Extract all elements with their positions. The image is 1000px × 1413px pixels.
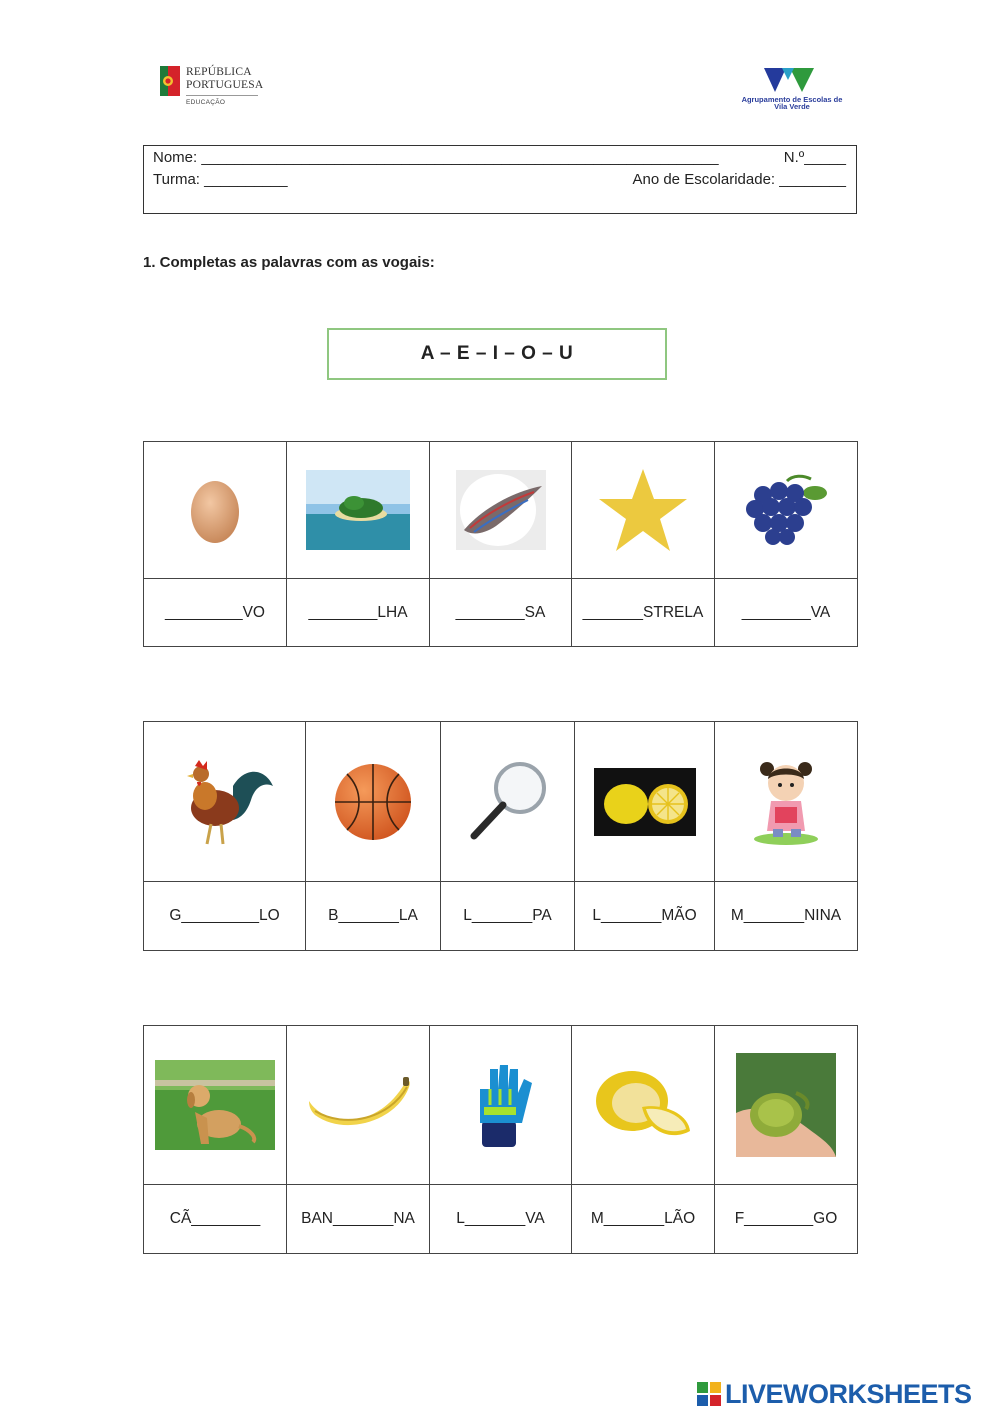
agrupamento-logo [732,66,852,114]
egg-icon [185,475,245,545]
word-blank[interactable]: ________LHA [287,579,430,647]
word-blank[interactable]: CÃ________ [144,1185,287,1254]
word-blank[interactable]: G_________LO [144,882,306,951]
agrupamento-line-1: Agrupamento de Escolas de [741,95,843,104]
liveworksheets-logo-icon [697,1382,721,1406]
banana-icon [305,1075,411,1135]
word-blank[interactable]: _______STRELA [572,579,715,647]
picture-cell [287,442,430,579]
picture-cell [144,442,287,579]
picture-cell [715,722,858,882]
brand-text: LIVEWORKSHEETS [725,1379,972,1409]
word-blank[interactable]: BAN_______NA [287,1185,430,1254]
identification-box [143,145,857,214]
island-icon [306,470,410,550]
picture-cell [575,722,715,882]
word-blank[interactable]: L_______MÃO [575,882,715,951]
word-grid-1 [143,441,858,647]
liveworksheets-brand[interactable] [697,1379,997,1409]
girl-icon [751,757,821,847]
agrupamento-line-2: Vila Verde [774,102,810,111]
logo-line-3: EDUCAÇÃO [186,99,226,106]
logo-divider [186,95,258,96]
picture-cell [572,1026,715,1185]
picture-cell [306,722,441,882]
number-field[interactable]: N.º_____ [783,149,846,166]
picture-cell [287,1026,430,1185]
basketball-icon [333,762,413,842]
picture-cell [441,722,575,882]
name-field[interactable]: Nome: ______________________________________________________________ [153,149,719,166]
word-blank[interactable]: M_______LÃO [572,1185,715,1254]
logo-line-2: PORTUGUESA [186,79,264,91]
republica-portuguesa-logo [160,62,270,112]
melon-icon [592,1067,694,1143]
picture-cell [144,1026,287,1185]
wing-icon [456,470,546,550]
vv-logo-icon [764,66,820,94]
logo-line-1: REPÚBLICA [186,66,252,78]
picture-cell [715,442,858,579]
vowels-box [327,328,667,380]
word-blank[interactable]: _________VO [144,579,287,647]
lemon-icon [594,768,696,836]
word-blank[interactable]: L_______VA [430,1185,572,1254]
word-blank[interactable]: L_______PA [441,882,575,951]
rooster-icon [175,756,275,848]
class-field[interactable]: Turma: __________ [153,171,288,188]
vowels-text: A – E – I – O – U [420,343,574,364]
word-blank[interactable]: B_______LA [306,882,441,951]
picture-cell [430,442,572,579]
word-grid-3 [143,1025,858,1254]
word-blank[interactable]: M_______NINA [715,882,858,951]
glove-icon [466,1059,536,1151]
word-blank[interactable]: ________VA [715,579,858,647]
magnifier-icon [466,760,550,844]
word-blank[interactable]: ________SA [430,579,572,647]
portugal-flag-icon [160,66,180,96]
fig-icon [736,1053,836,1157]
grade-field[interactable]: Ano de Escolaridade: ________ [632,171,846,188]
picture-cell [715,1026,858,1185]
word-blank[interactable]: F________GO [715,1185,858,1254]
word-grid-2 [143,721,858,951]
picture-cell [572,442,715,579]
question-title: 1. Completas as palavras com as vogais: [143,254,435,271]
picture-cell [144,722,306,882]
picture-cell [430,1026,572,1185]
grapes-icon [741,473,831,547]
star-icon [597,467,689,553]
dog-icon [155,1060,275,1150]
